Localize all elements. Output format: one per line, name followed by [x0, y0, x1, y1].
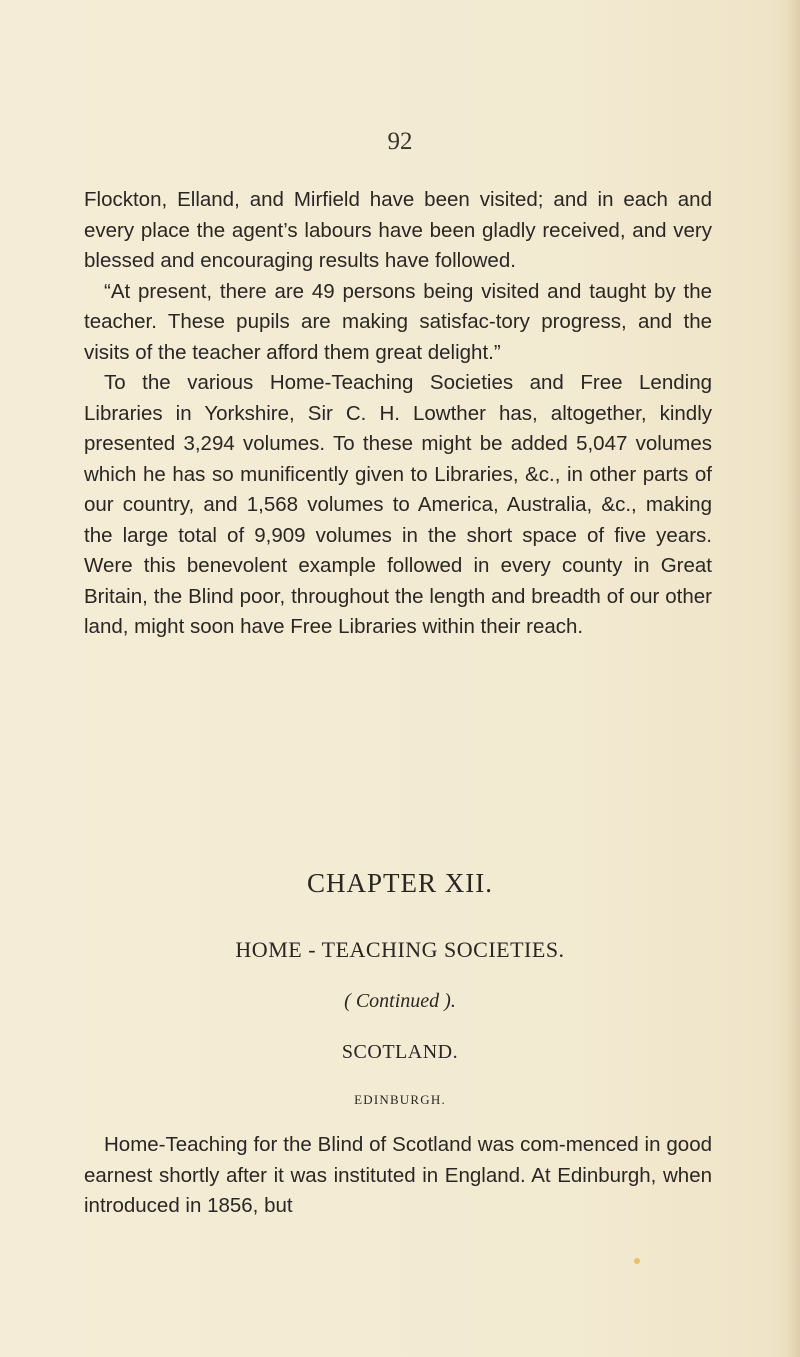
page-number: 92 — [387, 128, 413, 155]
ink-smudge — [634, 1258, 640, 1264]
country-heading: SCOTLAND. — [341, 1041, 459, 1063]
body-text-bottom — [84, 1130, 712, 1222]
continued-note: ( Continued ). — [344, 990, 456, 1012]
city-heading: EDINBURGH. — [354, 1092, 446, 1107]
chapter-title: CHAPTER XII. — [307, 868, 493, 898]
paragraph-1: Flockton, Elland, and Mirfield have been visited; and in each and every place the agent’s labours have been gladly received, and very blessed and encouraging results have followed. — [84, 188, 712, 272]
page-edge-shadow — [786, 0, 800, 1357]
paragraph-4: Home-Teaching for the Blind of Scotland was com-menced in good earnest shortly after it was instituted in England. At Edinburgh, when introduced in 1856, but — [84, 1133, 712, 1217]
paragraph-3: To the various Home-Teaching Societies and Free Lending Libraries in Yorkshire, Sir C. H. Lowther has, altogether, kindly presented 3,294 volumes. To these might be added 5,047 volumes which he has so munificently given to Libraries, &c., in other parts of our country, and 1,568 volumes to America, Australia, &c., making the large total of 9,909 volumes in the short space of five years. Were this benevolent example followed in every county in Great Britain, the Blind poor, throughout the length and breadth of our other land, might soon have Free Libraries within their reach. — [84, 371, 712, 638]
paragraph-2: “At present, there are 49 persons being visited and taught by the teacher. These pupils are making satisfac-tory progress, and the visits of the teacher afford them great delight.” — [84, 279, 712, 364]
section-title: HOME - TEACHING SOCIETIES. — [235, 937, 565, 962]
body-text-top — [84, 185, 712, 643]
